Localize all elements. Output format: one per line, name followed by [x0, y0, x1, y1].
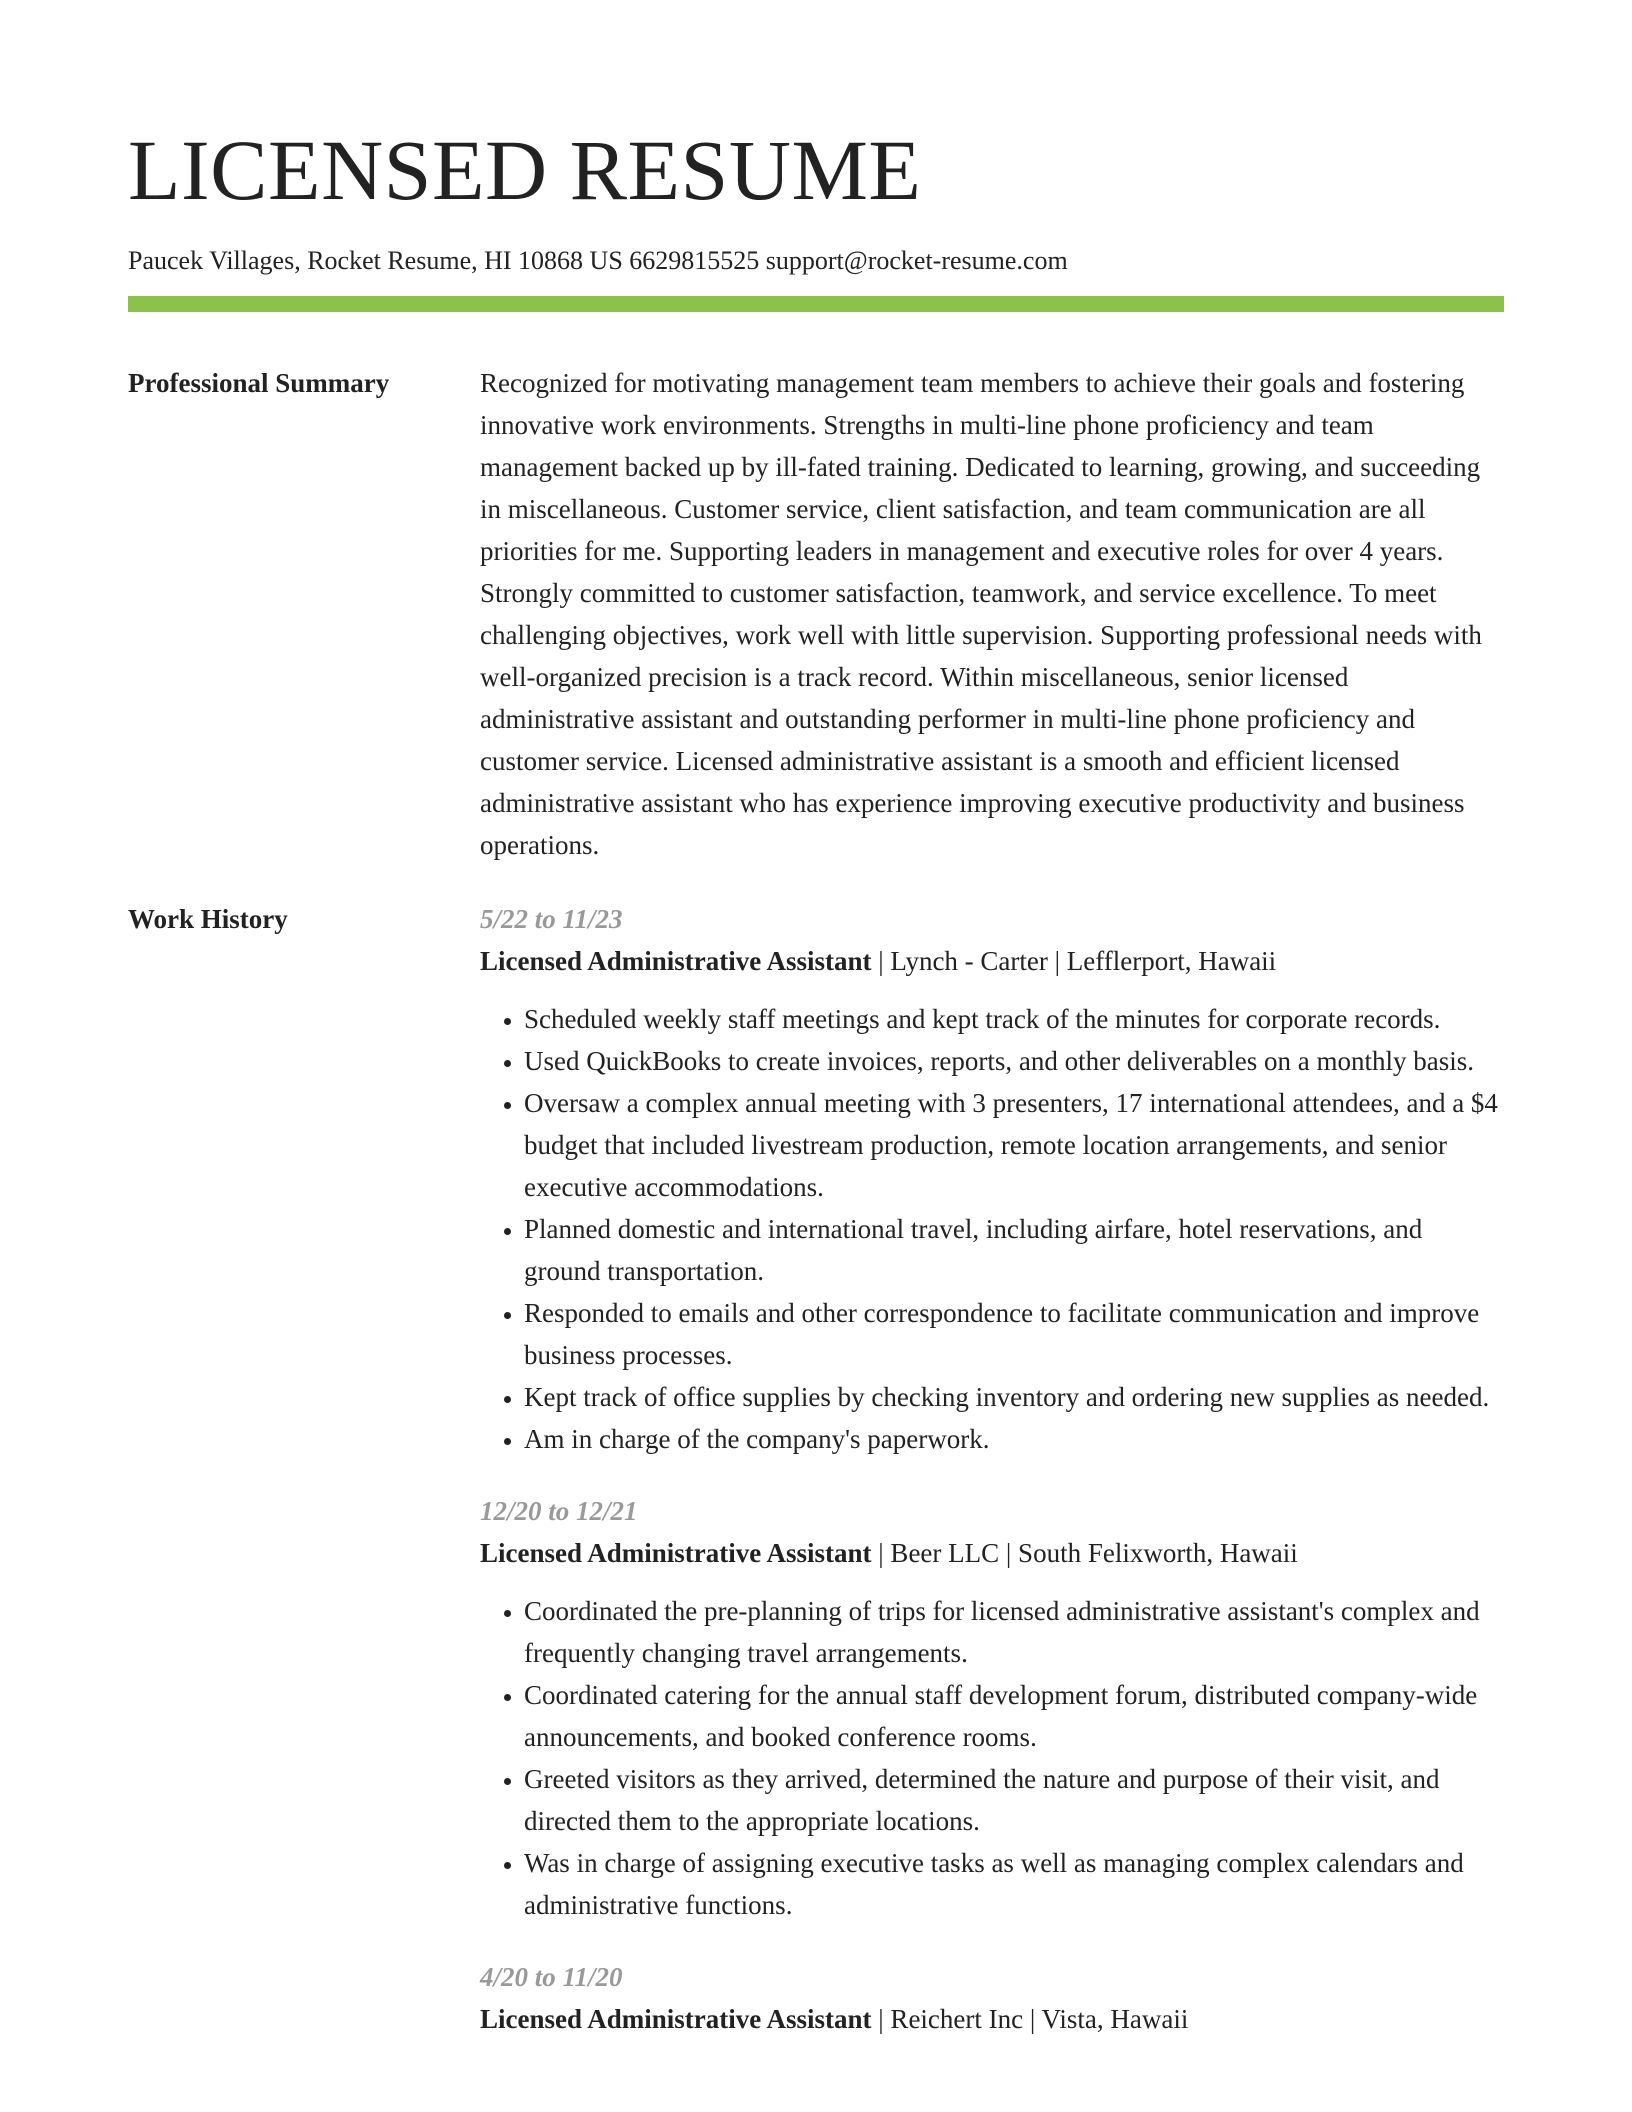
job-bullets — [480, 1590, 1504, 1926]
header-divider — [128, 296, 1504, 312]
job-entry — [480, 898, 1504, 1460]
job-bullet: • Greeted visitors as they arrived, determined the nature and purpose of their visit, and directed them to the appropriate locations. — [524, 1758, 1504, 1842]
job-bullet: • Am in charge of the company's paperwork. — [524, 1418, 1504, 1460]
job-details: | Lynch - Carter | Lefflerport, Hawaii — [871, 946, 1277, 976]
job-bullet: • Kept track of office supplies by checking inventory and ordering new supplies as needed. — [524, 1376, 1504, 1418]
job-title: Licensed Administrative Assistant — [480, 946, 872, 976]
resume-name: LICENSED RESUME — [128, 122, 922, 218]
job-entry — [480, 1490, 1504, 1926]
job-dates: 5/22 to 11/23 — [480, 904, 623, 934]
job-details: | Beer LLC | South Felixworth, Hawaii — [871, 1538, 1298, 1568]
job-entry — [480, 1956, 1504, 2040]
professional-summary-text: Recognized for motivating management team members to achieve their goals and fostering innovative work environments. Strengths in multi-line phone proficiency and team management backed up by ill-fated training. Dedicated to learning, growing, and succeeding in miscellaneous. Customer service, client satisfaction, and team communication are all priorities for me. Supporting leaders in management and executive roles for over 4 years. Strongly committed to customer satisfaction, teamwork, and service excellence. To meet challenging objectives, work well with little supervision. Supporting professional needs with well-organized precision is a track record. Within miscellaneous, senior licensed administrative assistant and outstanding performer in multi-line phone proficiency and customer service. Licensed administrative assistant is a smooth and efficient licensed administrative assistant who has experience improving executive productivity and business operations. — [480, 368, 1482, 860]
job-bullet: • Oversaw a complex annual meeting with 3 presenters, 17 international attendees, and a $4 budget that included livestream production, remote location arrangements, and senior executive accommodations. — [524, 1082, 1504, 1208]
work-history-section — [128, 898, 1504, 2070]
job-dates: 4/20 to 11/20 — [480, 1962, 623, 1992]
job-title: Licensed Administrative Assistant — [480, 2004, 872, 2034]
job-title-line — [480, 1532, 1504, 1574]
resume-page — [128, 0, 1504, 2070]
work-history-label: Work History — [128, 904, 288, 934]
job-bullet: • Was in charge of assigning executive tasks as well as managing complex calendars and administrative functions. — [524, 1842, 1504, 1926]
professional-summary-body — [480, 362, 1504, 866]
job-dates: 12/20 to 12/21 — [480, 1496, 638, 1526]
job-bullets — [480, 998, 1504, 1460]
work-history-body — [480, 898, 1504, 2070]
job-bullet: • Coordinated the pre-planning of trips for licensed administrative assistant's complex and frequently changing travel arrangements. — [524, 1590, 1504, 1674]
job-details: | Reichert Inc | Vista, Hawaii — [871, 2004, 1189, 2034]
professional-summary-label: Professional Summary — [128, 368, 390, 398]
job-bullet: • Responded to emails and other correspondence to facilitate communication and improve business processes. — [524, 1292, 1504, 1376]
job-title-line — [480, 940, 1504, 982]
job-bullet: • Planned domestic and international travel, including airfare, hotel reservations, and ground transportation. — [524, 1208, 1504, 1292]
job-bullet: • Used QuickBooks to create invoices, reports, and other deliverables on a monthly basis. — [524, 1040, 1504, 1082]
contact-info: Paucek Villages, Rocket Resume, HI 10868 US 6629815525 support@rocket-resume.com — [128, 246, 1068, 275]
job-title: Licensed Administrative Assistant — [480, 1538, 872, 1568]
job-title-line — [480, 1998, 1504, 2040]
job-bullet: • Coordinated catering for the annual staff development forum, distributed company-wide announcements, and booked conference rooms. — [524, 1674, 1504, 1758]
professional-summary-section — [128, 362, 1504, 866]
job-bullet: • Scheduled weekly staff meetings and kept track of the minutes for corporate records. — [524, 998, 1504, 1040]
